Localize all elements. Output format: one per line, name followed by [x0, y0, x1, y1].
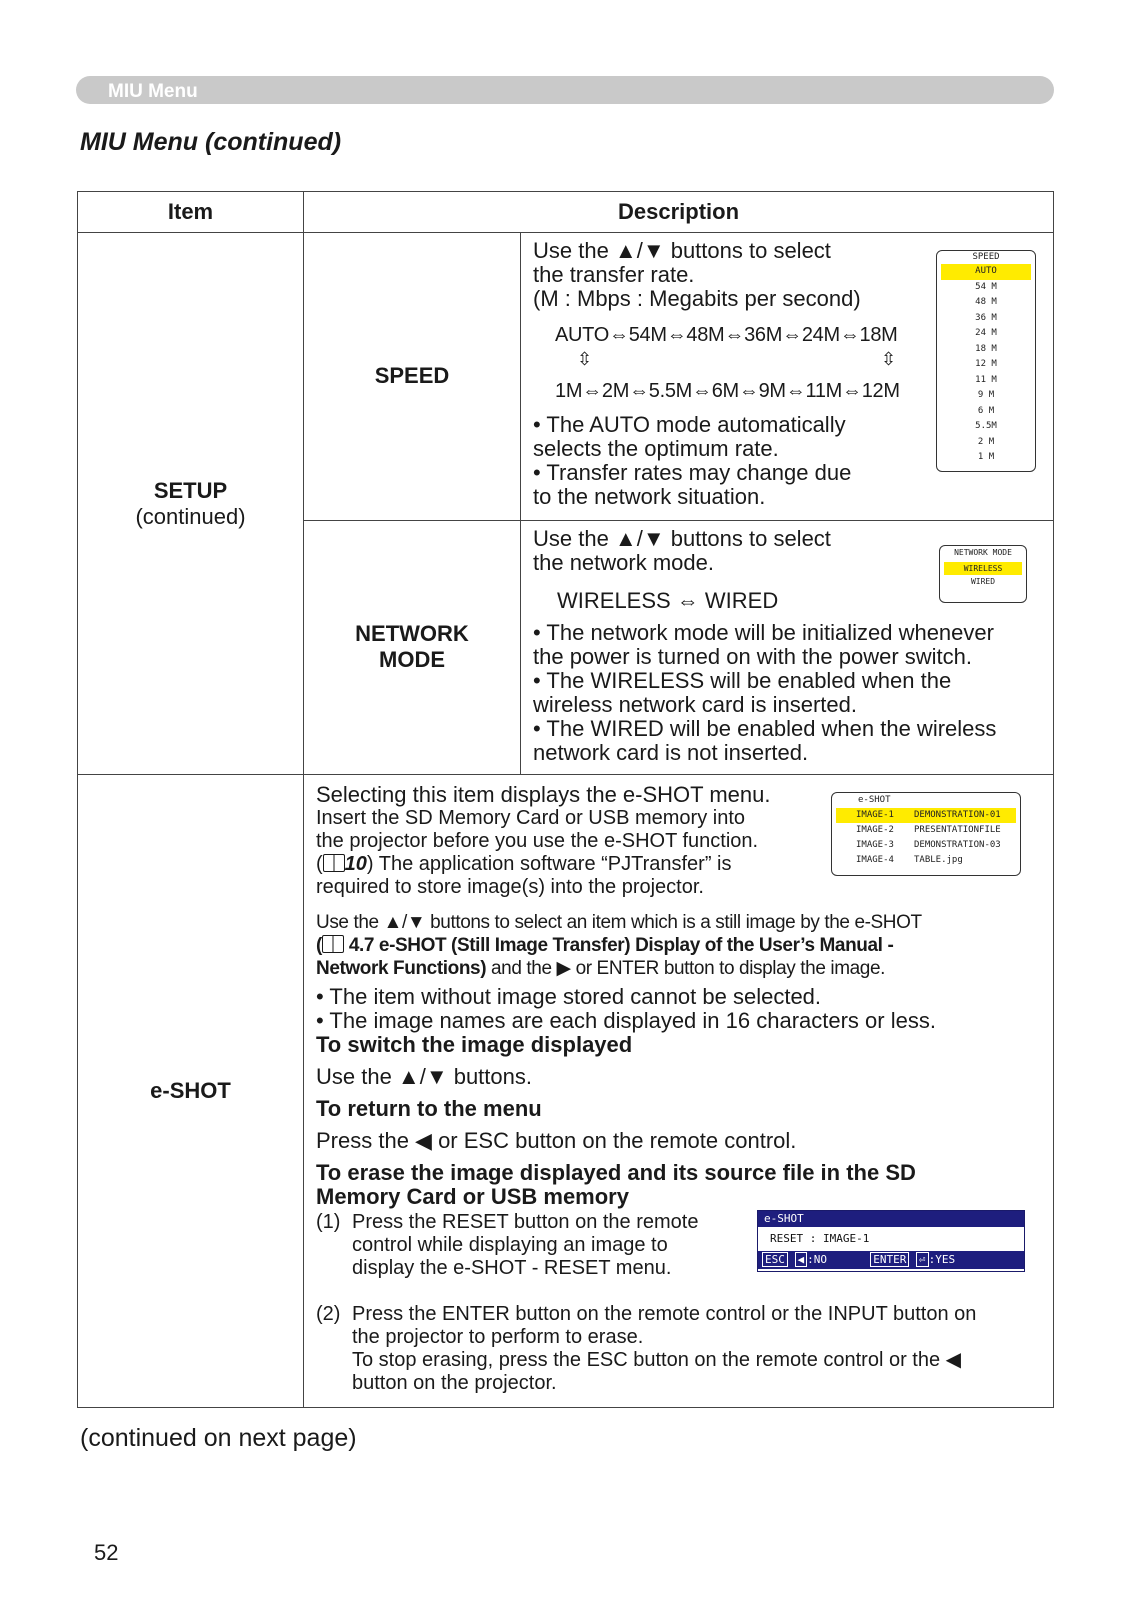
- step-2-line-d: button on the projector.: [352, 1372, 557, 1395]
- speed-note-1a: • The AUTO mode automatically: [533, 412, 846, 438]
- eshot-menu-row: [836, 808, 1016, 823]
- step-1-line-a: Press the RESET button on the remote: [352, 1211, 699, 1234]
- eshot-menu-row-file: PRESENTATIONFILE: [914, 825, 1001, 836]
- network-note-2a: • The WIRELESS will be enabled when the: [533, 667, 952, 693]
- step-1-line-c: display the e-SHOT - RESET menu.: [352, 1257, 672, 1280]
- eshot-line-8-bold: Network Functions): [316, 958, 487, 980]
- eshot-line-2: Insert the SD Memory Card or USB memory into: [316, 807, 746, 830]
- speed-menu-item: 54 M: [975, 281, 997, 292]
- eshot-line-8-text: and the ▶ or ENTER button to display the image.: [486, 958, 885, 980]
- page-title: MIU Menu (continued): [80, 128, 342, 156]
- network-note-3b: network card is not inserted.: [533, 739, 809, 765]
- speed-menu-item: 18 M: [975, 343, 997, 354]
- speed-label: SPEED: [304, 233, 521, 520]
- eshot-return-text: Press the ◀ or ESC button on the remote control.: [316, 1128, 797, 1154]
- eshot-heading-return: To return to the menu: [316, 1096, 542, 1122]
- eshot-line-8: [316, 957, 1056, 980]
- reset-no-label: :NO: [807, 1253, 827, 1267]
- speed-note-2b: to the network situation.: [533, 484, 766, 510]
- step-2-line-b: the projector to perform to erase.: [352, 1326, 644, 1349]
- setup-sub-label: (continued): [135, 503, 246, 529]
- reset-yes-label: :YES: [928, 1253, 956, 1267]
- speed-menu-item: 12 M: [975, 359, 997, 370]
- speed-cycle-top: AUTO⇔54M⇔48M⇔36M⇔24M⇔18M: [555, 324, 898, 347]
- eshot-heading-switch: To switch the image displayed: [316, 1032, 633, 1058]
- speed-menu-item: 36 M: [975, 312, 997, 323]
- network-line-1: Use the ▲/▼ buttons to select: [533, 525, 831, 551]
- left-arrow-icon: ◀: [795, 1252, 808, 1267]
- reset-dialog-line: RESET : IMAGE-1: [770, 1232, 870, 1246]
- eshot-menu-screenshot: [831, 792, 1021, 876]
- reset-dialog-footer: [758, 1251, 1024, 1269]
- speed-menu-item: 6 M: [977, 405, 995, 416]
- speed-menu-item: 11 M: [975, 374, 997, 385]
- book-icon: [322, 935, 344, 953]
- speed-menu-item: 24 M: [975, 328, 997, 339]
- section-header-bar: [76, 76, 1054, 104]
- enter-icon: ⏎: [916, 1252, 929, 1267]
- column-header-item: Item: [78, 192, 304, 233]
- network-cycle: WIRELESS ⇔ WIRED: [557, 587, 779, 613]
- speed-line-2: the transfer rate.: [533, 262, 695, 288]
- reset-dialog-title: e-SHOT: [758, 1211, 1024, 1227]
- speed-line-1: Use the ▲/▼ buttons to select: [533, 238, 831, 264]
- speed-menu-item: 2 M: [977, 436, 995, 447]
- book-icon: [323, 854, 345, 872]
- network-line-2: the network mode.: [533, 549, 714, 575]
- step-2-number: (2): [316, 1303, 341, 1326]
- network-menu-item-wired: WIRED: [970, 576, 996, 586]
- step-2-line-a: Press the ENTER button on the remote control or the INPUT button on: [352, 1303, 977, 1326]
- eshot-line-7: ( 4.7 e-SHOT (Still Image Transfer) Display of the User’s Manual -: [316, 935, 894, 957]
- network-menu-item-wireless: WIRELESS: [944, 562, 1022, 575]
- cycle-arrow-left-icon: ⇳: [577, 349, 593, 370]
- eshot-menu-row-file: DEMONSTRATION-03: [914, 840, 1001, 851]
- eshot-line-7-text: 4.7 e-SHOT (Still Image Transfer) Display of the User’s Manual -: [343, 935, 894, 957]
- network-note-1b: the power is turned on with the power switch.: [533, 643, 973, 669]
- speed-menu-item: 9 M: [977, 390, 995, 401]
- eshot-menu-row-id: IMAGE-3: [856, 840, 894, 851]
- network-label-line-1: NETWORK: [355, 621, 469, 647]
- eshot-heading-erase-2: Memory Card or USB memory: [316, 1184, 629, 1210]
- network-label-line-2: MODE: [379, 647, 445, 673]
- eshot-switch-text: Use the ▲/▼ buttons.: [316, 1064, 532, 1090]
- eshot-line-3: the projector before you use the e-SHOT function.: [316, 830, 759, 853]
- speed-note-1b: selects the optimum rate.: [533, 436, 779, 462]
- speed-cycle-bottom: 1M⇔2M⇔5.5M⇔6M⇔9M⇔11M⇔12M: [555, 380, 900, 403]
- eshot-heading-erase-1: To erase the image displayed and its source file in the SD: [316, 1160, 916, 1186]
- network-note-1a: • The network mode will be initialized whenever: [533, 619, 994, 645]
- eshot-label: e-SHOT: [78, 775, 304, 1408]
- setup-label: SETUP: [153, 477, 228, 503]
- eshot-line-4-text: ) The application software “PJTransfer” is: [366, 853, 732, 876]
- network-mode-label: [304, 520, 521, 775]
- eshot-line-4: ( 10) The application software “PJTransfer” is: [316, 853, 732, 876]
- eshot-line-1: Selecting this item displays the e-SHOT menu.: [316, 782, 771, 808]
- column-header-description: Description: [304, 192, 1054, 233]
- eshot-menu-row: [836, 853, 1016, 868]
- eshot-menu-row: [836, 838, 1016, 853]
- step-1-number: (1): [316, 1211, 341, 1234]
- eshot-page-ref: 10: [344, 853, 367, 876]
- speed-menu-item: 5.5M: [975, 421, 997, 432]
- network-menu-title: NETWORK MODE: [954, 547, 1012, 557]
- esc-key: ESC: [762, 1252, 788, 1267]
- setup-item-cell: [78, 233, 304, 775]
- speed-menu-items: [937, 264, 1035, 466]
- eshot-menu-row-id: IMAGE-4: [856, 855, 894, 866]
- speed-line-3: (M : Mbps : Megabits per second): [533, 286, 861, 312]
- speed-menu-item: AUTO: [941, 264, 1031, 280]
- speed-menu-item: 48 M: [975, 297, 997, 308]
- step-1-line-b: control while displaying an image to: [352, 1234, 668, 1257]
- miu-menu-table: [77, 191, 1054, 1408]
- cycle-arrow-right-icon: ⇳: [881, 349, 897, 370]
- eshot-menu-row-file: TABLE.jpg: [914, 855, 963, 866]
- eshot-description: [304, 775, 1054, 1408]
- network-note-2b: wireless network card is inserted.: [533, 691, 858, 717]
- eshot-menu-row: [836, 823, 1016, 838]
- speed-description: [521, 233, 1054, 520]
- eshot-line-5: required to store image(s) into the projector.: [316, 876, 704, 899]
- network-note-3a: • The WIRED will be enabled when the wireless: [533, 715, 997, 741]
- eshot-bullet-2: • The image names are each displayed in 16 characters or less.: [316, 1008, 936, 1034]
- eshot-bullet-1: • The item without image stored cannot be selected.: [316, 984, 822, 1010]
- eshot-menu-row-id: IMAGE-2: [856, 825, 894, 836]
- continued-note: (continued on next page): [80, 1424, 357, 1452]
- enter-key: ENTER: [870, 1252, 909, 1267]
- eshot-reset-dialog: [757, 1210, 1025, 1272]
- section-label: MIU Menu: [108, 81, 198, 102]
- step-2-line-c: To stop erasing, press the ESC button on the remote control or the ◀: [352, 1349, 962, 1372]
- speed-menu-title: SPEED: [972, 252, 1000, 263]
- eshot-menu-rows: [832, 808, 1020, 868]
- speed-menu-item: 1 M: [977, 452, 995, 463]
- eshot-menu-row-file: DEMONSTRATION-01: [914, 810, 1001, 821]
- speed-note-2a: • Transfer rates may change due: [533, 460, 852, 486]
- eshot-menu-row-id: IMAGE-1: [856, 810, 894, 821]
- eshot-line-6: Use the ▲/▼ buttons to select an item which is a still image by the e-SHOT: [316, 912, 922, 934]
- speed-menu-screenshot: [936, 250, 1036, 472]
- eshot-menu-title: e-SHOT: [858, 795, 891, 806]
- page-number: 52: [94, 1540, 119, 1565]
- network-mode-description: [521, 520, 1054, 775]
- network-menu-screenshot: [939, 545, 1027, 603]
